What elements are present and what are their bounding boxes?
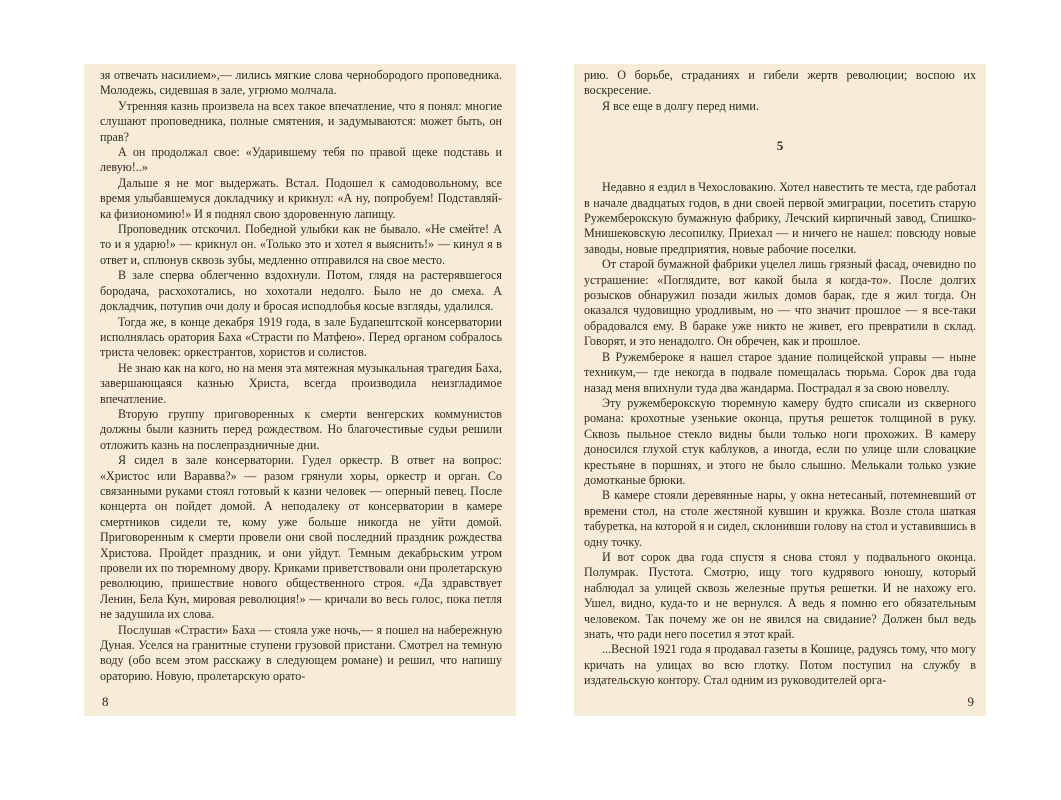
paragraph: Я все еще в долгу перед ними. bbox=[602, 98, 759, 113]
paragraph: Тогда же, в конце декабря 1919 года, в зале Будапештской консерватории исполнялась оратория Баха «Страсти по Матфею». Перед органом собралось триста человек: оркестрантов, хористов и солистов. bbox=[100, 314, 502, 360]
paragraph: Эту ружемберокскую тюремную камеру будто списали из скверного романа: крохотные узенькие оконца, прутья решеток толщиной в руку. Сквозь пыльное стекло видны были только ноги прохожих. В камеру доносился глухой стук каблуков, а иногда, если по улице шли словацкие крестьяне в поршнях, и этого не было слышно. Мелькали только узкие домотканые брюки. bbox=[584, 395, 976, 487]
section-heading: 5 bbox=[776, 138, 784, 154]
paragraph: Послушав «Страсти» Баха — стояла уже ночь,— я пошел на набережную Дуная. Уселся на гранитные ступени грузовой пристани. Смотрел на темную воду (обо всем этом расскажу в следующем романе) и решил, что напишу ораторию. Новую, пролетарскую орато- bbox=[100, 622, 502, 683]
right-page-text bbox=[584, 68, 976, 689]
paragraph: От старой бумажной фабрики уцелел лишь грязный фасад, очевидно по устрашение: «Поглядите, вот какой была я когда-то». После долгих розысков обнаружил позади жилых домов барак, где я жил тогда. Он оказался чудовищно уродливым, но — что значит прошлое — я все-таки обрадовался ему. В бараке уже никто не живет, его превратили в склад. Говорят, и это ненадолго. Он обречен, как и прошлое. bbox=[584, 257, 976, 349]
paragraph: Вторую группу приговоренных к смерти венгерских коммунистов должны были казнить перед рождеством. Но благочестивые судьи решили отложить казнь на послепраздничные дни. bbox=[100, 406, 502, 452]
paragraph: Дальше я не мог выдержать. Встал. Подошел к самодовольному, все время улыбавшемуся докладчику и крикнул: «А ну, попробуем! Подставляй-ка физиономию!» И я поднял свою здоровенную лапищу. bbox=[100, 175, 502, 221]
paragraph: Недавно я ездил в Чехословакию. Хотел навестить те места, где работал в начале двадцатых годов, в дни своей первой эмиграции, посетить старую Ружемберокскую бумажную фабрику, Лечский кирпичный завод, Спишко-Мнишековскую лесопилку. Приехал — и ничего не нашел: повсюду новые заводы, новые предприятия, новые рабочие поселки. bbox=[584, 180, 976, 256]
paragraph: Не знаю как на кого, но на меня эта мятежная музыкальная трагедия Баха, завершающаяся казнью Христа, всегда производила неизгладимое впечатление. bbox=[100, 360, 502, 406]
paragraph: рию. О борьбе, страданиях и гибели жертв революции; воспою их воскресение. bbox=[584, 68, 976, 98]
paragraph: А он продолжал свое: «Ударившему тебя по правой щеке подставь и левую!..» bbox=[100, 145, 502, 175]
left-page-text bbox=[100, 68, 502, 684]
paragraph: В зале сперва облегченно вздохнули. Потом, глядя на растерявшегося бородача, расхохотались, но хохотали недолго. Было не до смеха. А докладчик, потупив очи долу и бросая исподлобья косые взгляды, удалился. bbox=[100, 268, 502, 314]
left-page bbox=[84, 64, 516, 716]
paragraph: В Ружембероке я нашел старое здание полицейской управы — ныне техникум,— где некогда в подвале помещалась тюрьма. Сорок два года назад меня впихнули туда два жандарма. Пострадал я за свою новеллу. bbox=[584, 349, 976, 395]
right-page bbox=[574, 64, 986, 716]
paragraph: ...Весной 1921 года я продавал газеты в Кошице, радуясь тому, что могу кричать на улицах во всю глотку. Потом поступил на службу в издательскую контору. Стал одним из руководителей орга- bbox=[584, 642, 976, 688]
paragraph: В камере стояли деревянные нары, у окна нетесаный, потемневший от времени стол, на столе жестяной кувшин и кружка. Возле стола шаткая табуретка, на которой я и сидел, склонивши голову на стол и уставившись в одну точку. bbox=[584, 488, 976, 549]
paragraph: зя отвечать насилием»,— лились мягкие слова чернобородого проповедника. Молодежь, сидевшая в зале, угрюмо молчала. bbox=[100, 68, 502, 98]
paragraph: Я сидел в зале консерватории. Гудел оркестр. В ответ на вопрос: «Христос или Варавва?» — разом грянули хоры, оркестр и орган. Со связанными руками стоял готовый к казни человек — оперный певец. После концерта он пойдет домой. А неподалеку от консерватории в камере смертников сидели те, кому уже больше никогда не уйти домой. Приговоренным к смерти провели они свой последний праздник рождества Христова. Пройдет праздник, и они уйдут. Темным декабрьским утром провели их по тюремному двору. Криками приветствовали они пролетарскую революцию, пришествие нового общественного строя. «Да здравствует Ленин, Бела Кун, мировая революция!» — кричали во весь голос, пока петля не задушила их слова. bbox=[100, 453, 502, 622]
page-number: 8 bbox=[102, 694, 109, 709]
paragraph: Утренняя казнь произвела на всех такое впечатление, что я понял: многие слушают проповедника, полные смятения, и задумываются: может быть, он прав? bbox=[100, 98, 502, 144]
page-number: 9 bbox=[967, 694, 974, 709]
paragraph: Проповедник отскочил. Победной улыбки как не бывало. «Не смейте! А то и я ударю!» — крикнул он. «Только это и хотел я выяснить!» — кинул я в ответ и, сплюнув сквозь зубы, медленно отправился на свое место. bbox=[100, 222, 502, 267]
paragraph: И вот сорок два года спустя я снова стоял у подвального оконца. Полумрак. Пустота. Смотрю, ищу того кудрявого юношу, который наблюдал за улицей сквозь железные прутья решетки. И не нахожу его. Ушел, видно, куда-то и не вернулся. А ведь я помню его обязательным человеком. Так почему же он не явился на свидание? Должен был ведь знать, что ради него посетил я этот край. bbox=[584, 549, 976, 641]
